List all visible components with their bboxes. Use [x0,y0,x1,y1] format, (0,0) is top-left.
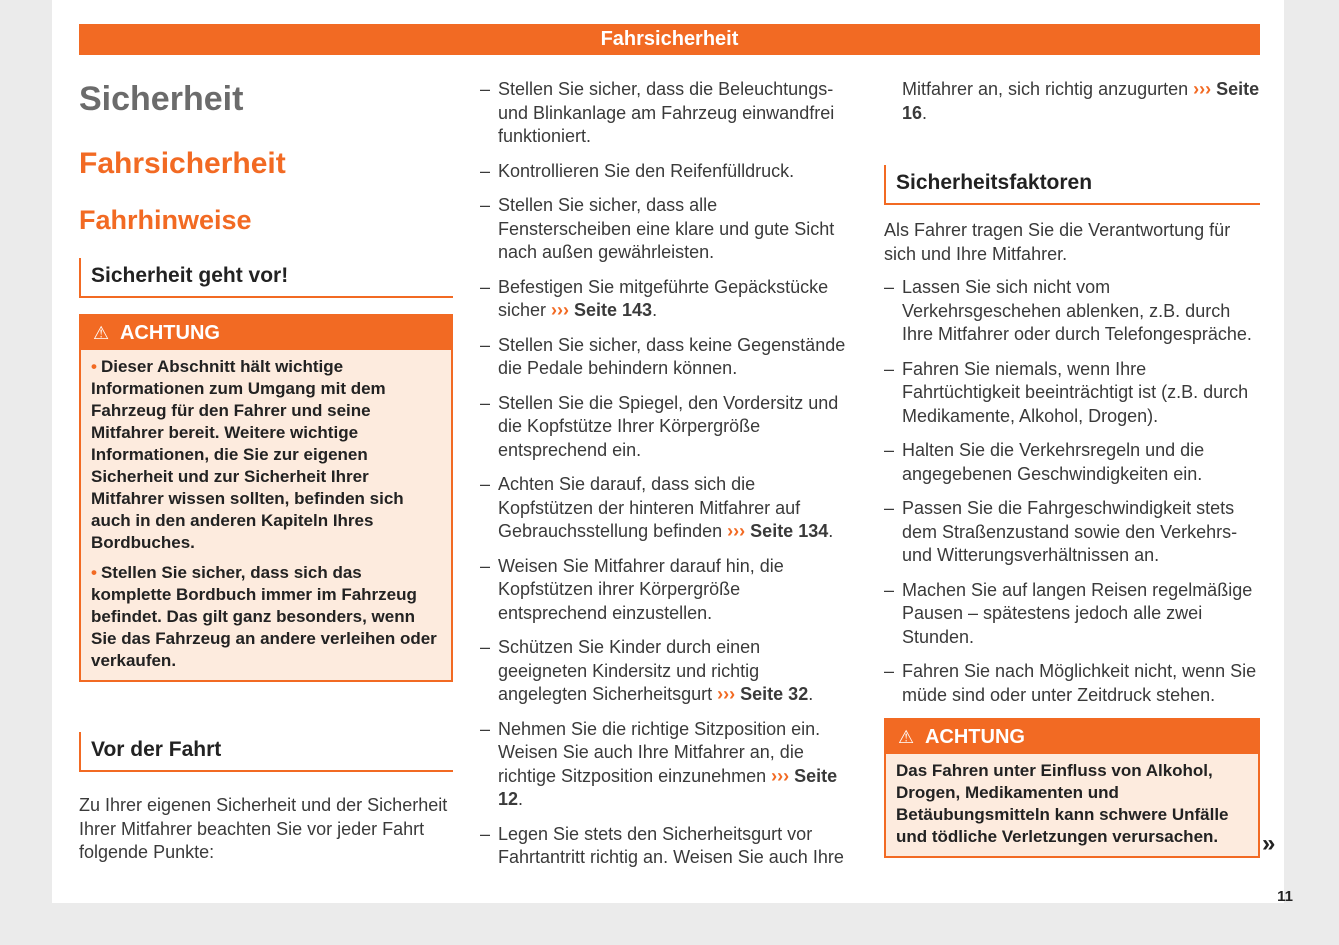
list-item-text: Befestigen Sie mitgeführte Gepäckstücke sicher [498,276,829,320]
list-item-text: Legen Sie stets den Sicherheitsgurt vor Fahrtantritt richtig an. Weisen Sie auch Ihre [498,823,844,867]
list-item: – Passen Sie die Fahrgeschwindigkeit stets dem Straßenzustand sowie den Verkehrs- und Witterungsverhältnissen an. [884,498,1238,565]
warning-triangle-icon: ⚠ [898,727,915,747]
page-reference-link[interactable]: ››› Seite 32 [717,684,809,704]
continuation-text: Mitfahrer an, sich richtig anzugurten ››› Seite 16. [902,79,1260,123]
bullet-icon: • [91,357,97,376]
warning-body [886,754,1258,856]
warning-item-text: Stellen Sie sicher, dass sich das komplette Bordbuch immer im Fahrzeug befindet. Das gilt ganz besonders, wenn Sie das Fahrzeug an andere verleihen oder verkaufen. [91,563,437,670]
section-intro: Als Fahrer tragen Sie die Verantwortung für sich und Ihre Mitfahrer. [884,220,1231,264]
list-item-text: Passen Sie die Fahrgeschwindigkeit stets dem Straßenzustand sowie den Verkehrs- und Witterungsverhältnissen an. [902,498,1238,565]
warning-box [884,718,1260,858]
warning-body [81,350,451,680]
column-middle [480,78,850,881]
section-title-sicherheitsfaktoren: Sicherheitsfaktoren [884,165,1260,205]
heading-sicherheit: Sicherheit [79,80,244,118]
list-item: – Halten Sie die Verkehrsregeln und die angegebenen Geschwindigkeiten ein. [884,440,1205,484]
list-item-text: Stellen Sie sicher, dass keine Gegenstände die Pedale behindern können. [498,334,846,378]
warning-triangle-icon: ⚠ [93,323,110,343]
chapter-title: Fahrsicherheit [600,28,739,50]
list-item: – Kontrollieren Sie den Reifenfülldruck. [480,160,795,181]
warning-header [886,720,1258,754]
heading-fahrsicherheit: Fahrsicherheit [79,147,286,180]
page-number: 11 [1277,888,1293,905]
list-item-text: Nehmen Sie die richtige Sitzposition ein. Weisen Sie auch Ihre Mitfahrer an, die richtige Sitzposition einzunehmen [498,718,821,786]
list-item: – Stellen Sie sicher, dass die Beleuchtungs- und Blinkanlage am Fahrzeug einwandfrei funktioniert. [480,79,835,146]
list-item-text: Schützen Sie Kinder durch einen geeigneten Kindersitz und richtig angelegten Sicherheitsgurt [498,637,761,704]
chapter-header-bar [79,24,1260,55]
section-title-sicherheit-geht-vor: Sicherheit geht vor! [79,258,453,298]
list-item: – Achten Sie darauf, dass sich die Kopfstützen der hinteren Mitfahrer auf Gebrauchsstellung befinden ››› Seite 134. [480,474,834,541]
list-item: – Legen Sie stets den Sicherheitsgurt vor Fahrtantritt richtig an. Weisen Sie auch Ihre [480,823,844,867]
list-item: – Stellen Sie sicher, dass keine Gegenstände die Pedale behindern können. [480,334,846,378]
list-item-text: Fahren Sie nach Möglichkeit nicht, wenn Sie müde sind oder unter Zeitdruck stehen. [902,661,1257,705]
page-reference-link[interactable]: ››› Seite 12 [498,765,838,809]
warning-item-text: Das Fahren unter Einfluss von Alkohol, Drogen, Medikamenten und Betäubungsmitteln kann schwere Unfälle und tödliche Verletzungen verursachen. [896,761,1229,846]
warning-box [79,314,453,682]
heading-fahrhinweise: Fahrhinweise [79,205,252,235]
warning-item-text: Dieser Abschnitt hält wichtige Informationen zum Umgang mit dem Fahrzeug für den Fahrer und seine Mitfahrer bereit. Weitere wichtige Informationen, die Sie zur eigenen Sicherheit und zur Sicherheit Ihrer Mitfahrer wissen sollten, befinden sich auch in den anderen Kapiteln Ihres Bordbuches. [91,357,404,552]
list-item: – Befestigen Sie mitgeführte Gepäckstücke sicher ››› Seite 143. [480,276,829,320]
warning-title: ACHTUNG [119,322,220,344]
list-item: – Fahren Sie niemals, wenn Ihre Fahrtüchtigkeit beeinträchtigt ist (z.B. durch Medikamente, Alkohol, Drogen). [884,358,1249,426]
list-item: – Nehmen Sie die richtige Sitzposition ein. Weisen Sie auch Ihre Mitfahrer an, die richtige Sitzposition einzunehmen ››› Seite 12. [480,718,838,809]
list-item: – Weisen Sie Mitfahrer darauf hin, die Kopfstützen ihrer Körpergröße entsprechend einzustellen. [480,555,784,623]
list-item-text: Achten Sie darauf, dass sich die Kopfstützen der hinteren Mitfahrer auf Gebrauchsstellung befinden [498,474,801,541]
warning-title: ACHTUNG [924,726,1025,748]
page-reference-link[interactable]: ››› Seite 16 [902,79,1260,123]
column-left [79,70,453,865]
list-item-text: Kontrollieren Sie den Reifenfülldruck. [498,160,795,181]
warning-item [91,356,441,554]
list-item-text: Fahren Sie niemals, wenn Ihre Fahrtüchtigkeit beeinträchtigt ist (z.B. durch Medikamente, Alkohol, Drogen). [902,358,1249,426]
list-item: – Schützen Sie Kinder durch einen geeigneten Kindersitz und richtig angelegten Sicherheitsgurt ››› Seite 32. [480,637,814,704]
section-title-vor-der-fahrt: Vor der Fahrt [79,732,453,772]
page-reference-link[interactable]: ››› Seite 143 [551,300,653,320]
factor-list [884,276,1260,707]
page-reference-link[interactable]: ››› Seite 134 [727,521,829,541]
list-item: – Fahren Sie nach Möglichkeit nicht, wenn Sie müde sind oder unter Zeitdruck stehen. [884,661,1257,705]
warning-header [81,316,451,350]
list-item-text: Stellen Sie sicher, dass die Beleuchtungs- und Blinkanlage am Fahrzeug einwandfrei funktioniert. [498,79,835,146]
list-item-text: Halten Sie die Verkehrsregeln und die angegebenen Geschwindigkeiten ein. [902,440,1205,484]
list-item: – Machen Sie auf langen Reisen regelmäßige Pausen – spätestens jedoch alle zwei Stunden. [884,579,1253,647]
list-item-text: Lassen Sie sich nicht vom Verkehrsgeschehen ablenken, z.B. durch Ihre Mitfahrer oder durch Telefongespräche. [902,277,1252,344]
checklist [480,78,850,870]
continued-marker: » [1262,830,1276,857]
bullet-icon: • [91,563,97,582]
list-item-text: Stellen Sie sicher, dass alle Fensterscheiben eine klare und gute Sicht nach außen gewährleisten. [498,195,835,262]
column-right [884,78,1260,858]
list-item: – Lassen Sie sich nicht vom Verkehrsgeschehen ablenken, z.B. durch Ihre Mitfahrer oder durch Telefongespräche. [884,277,1252,344]
section-intro: Zu Ihrer eigenen Sicherheit und der Sicherheit Ihrer Mitfahrer beachten Sie vor jeder Fahrt folgende Punkte: [79,795,448,862]
list-item: – Stellen Sie die Spiegel, den Vordersitz und die Kopfstütze Ihrer Körpergröße entsprechend ein. [480,392,839,460]
warning-item [91,562,441,672]
list-item-text: Stellen Sie die Spiegel, den Vordersitz und die Kopfstütze Ihrer Körpergröße entsprechend ein. [498,392,839,460]
list-item-text: Machen Sie auf langen Reisen regelmäßige Pausen – spätestens jedoch alle zwei Stunden. [902,579,1253,647]
list-item: – Stellen Sie sicher, dass alle Fensterscheiben eine klare und gute Sicht nach außen gewährleisten. [480,195,835,262]
list-item-text: Weisen Sie Mitfahrer darauf hin, die Kopfstützen ihrer Körpergröße entsprechend einzustellen. [498,555,784,623]
